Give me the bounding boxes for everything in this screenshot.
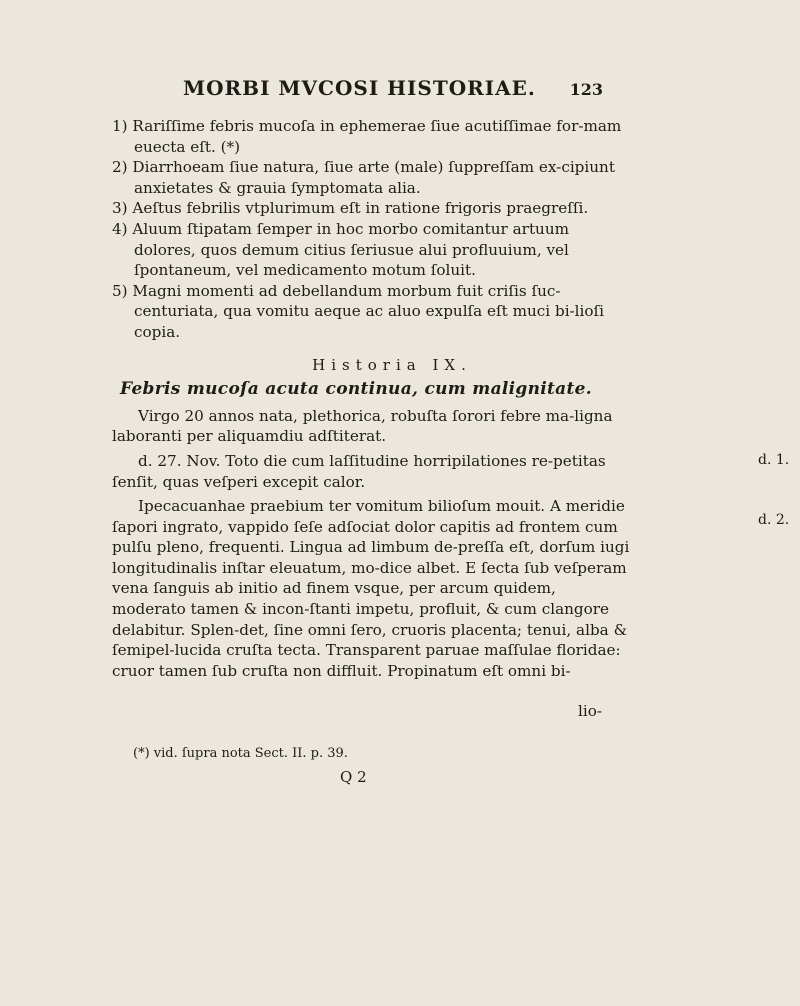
section-heading: Historia IX. [312, 355, 472, 374]
running-title: MORBI MVCOSI HISTORIAE. [183, 76, 536, 100]
signature-mark: Q 2 [340, 768, 367, 786]
list-item: 3) Aeſtus febrilis vtplurimum eſt in ratione frigoris praegreſſi. [112, 199, 589, 218]
page-number: 123 [569, 80, 603, 99]
paragraph: Virgo 20 annos nata, plethorica, robuſta ſorori febre ma-ligna laboranti per aliquamdiu adſtiterat. [112, 406, 613, 446]
catchword: lio- [578, 702, 602, 720]
section-subtitle: Febris mucoſa acuta continua, cum malignitate. [120, 379, 592, 400]
list-item: 4) Aluum ſtipatam ſemper in hoc morbo comitantur artuum dolores, quos demum citius ſeriusue alui profluuium, vel ſpontaneum, vel medicamento motum ſoluit. [112, 219, 570, 280]
paragraph: Ipecacuanhae praebium ter vomitum bilioſum mouit. A meridie ſapori ingrato, vappido ſeſe adſociat dolor capitis ad frontem cum pulſu pleno, frequenti. Lingua ad limbum de-preſſa eſt, dorſum iugi longitudinalis inſtar eleuatum, mo-dice albet. E ſecta ſub veſperam vena ſanguis ab initio ad finem vsque, per arcum quidem, moderato tamen & incon-ſtanti impetu, profluit, & cum clangore delabitur. Splen-det, ſine omni ſero, cruoris placenta; tenui, alba & ſemipel-lucida cruſta tecta. Transparent paruae maſſulae floridae: cruor tamen ſub cruſta non diffluit. Propinatum eſt omni bi- [112, 497, 630, 680]
paragraph: d. 27. Nov. Toto die cum laſſitudine horripilationes re-petitas ſenſit, quas veſperi excepit calor. [112, 451, 606, 491]
list-item: 2) Diarrhoeam ſiue natura, ſiue arte (male) ſuppreſſam ex-cipiunt anxietates & grauia ſymptomata alia. [112, 158, 615, 197]
body-text [112, 116, 632, 685]
margin-note: d. 2. [758, 512, 790, 528]
list-item: 1) Rariſſime febris mucoſa in ephemerae ſiue acutiſſimae for-mam euecta eſt. (*) [112, 117, 622, 156]
list-item: 5) Magni momenti ad debellandum morbum fuit criſis ſuc-centuriata, qua vomitu aeque ac aluo expulſa eſt muci bi-lioſi copia. [112, 281, 605, 341]
margin-note: d. 1. [758, 452, 790, 468]
footnote: (*) vid. ſupra nota Sect. II. p. 39. [133, 746, 348, 761]
page-header [183, 76, 603, 106]
